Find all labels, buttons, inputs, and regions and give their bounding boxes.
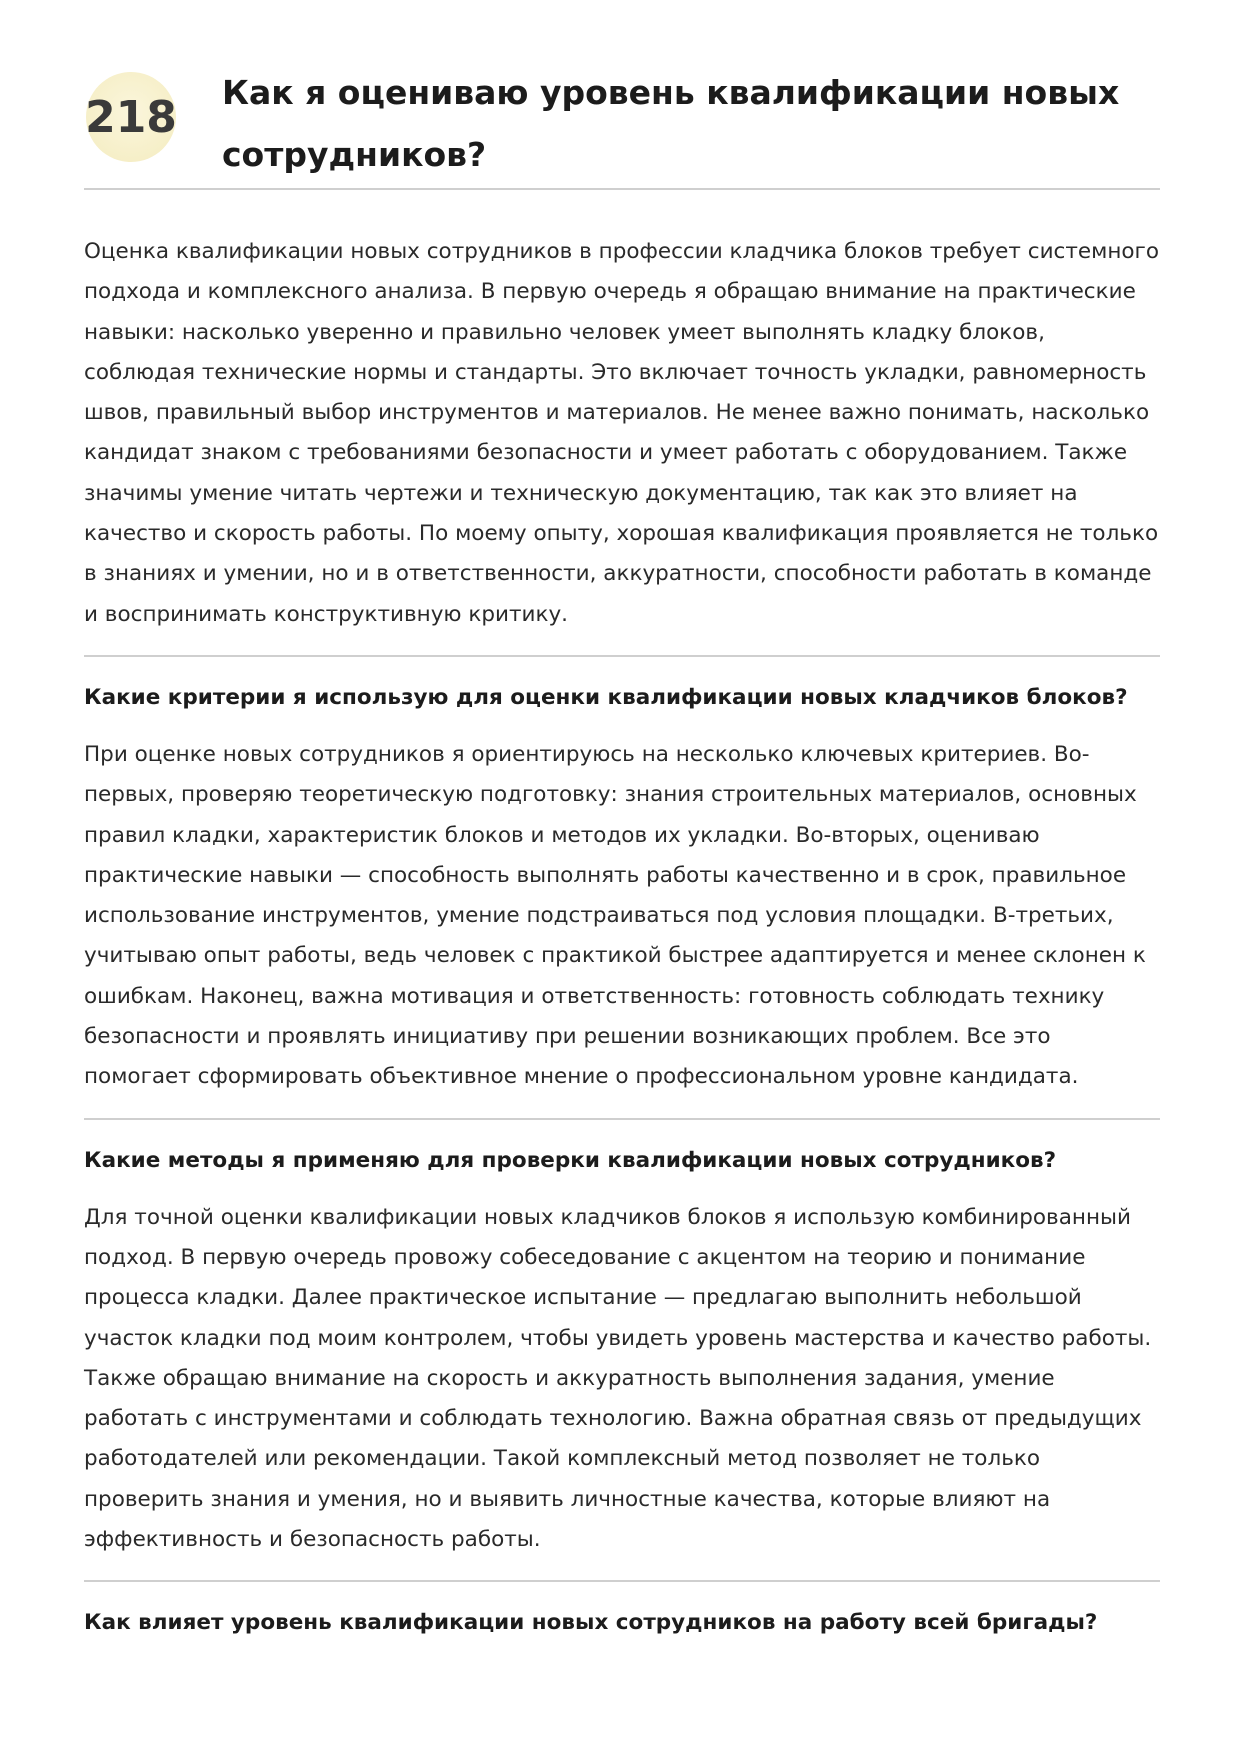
section-heading-criteria: Какие критерии я использую для оценки квалификации новых кладчиков блоков? (84, 684, 1128, 710)
question-number: 218 (85, 91, 177, 143)
section-divider (84, 655, 1160, 657)
section-heading-methods: Какие методы я применяю для проверки квалификации новых сотрудников? (84, 1147, 1057, 1173)
section-body-criteria: При оценке новых сотрудников я ориентируюсь на несколько ключевых критериев. Во-первых, проверяю теоретическую подготовку: знания строительных материалов, основных правил кладки, характеристик блоков и методов их укладки. Во-вторых, оцениваю практические навыки — способность выполнять работы качественно и в срок, правильное использование инструментов, умение подстраиваться под условия площадки. В-третьих, учитываю опыт работы, ведь человек с практикой быстрее адаптируется и менее склонен к ошибкам. Наконец, важна мотивация и ответственность: готовность соблюдать технику безопасности и проявлять инициативу при решении возникающих проблем. Все это помогает сформировать объективное мнение о профессиональном уровне кандидата. (84, 741, 1146, 1090)
section-body-methods: Для точной оценки квалификации новых кладчиков блоков я использую комбинированный подход. В первую очередь провожу собеседование с акцентом на теорию и понимание процесса кладки. Далее практическое испытание — предлагаю выполнить небольшой участок кладки под моим контролем, чтобы увидеть уровень мастерства и качество работы. Также обращаю внимание на скорость и аккуратность выполнения задания, умение работать с инструментами и соблюдать технологию. Важна обратная связь от предыдущих работодателей или рекомендации. Такой комплексный метод позволяет не только проверить знания и умения, но и выявить личностные качества, которые влияют на эффективность и безопасность работы. (84, 1204, 1152, 1553)
content (84, 232, 1160, 1638)
section-heading-team-impact: Как влияет уровень квалификации новых сотрудников на работу всей бригады? (84, 1610, 1098, 1636)
section-divider (84, 1580, 1160, 1582)
page (84, 0, 1160, 1636)
question-number-badge (86, 72, 176, 162)
question-header (84, 0, 1160, 190)
header-divider (84, 188, 1160, 190)
section-divider (84, 1118, 1160, 1120)
question-title: Как я оцениваю уровень квалификации новых сотрудников? (222, 73, 1120, 174)
intro-paragraph: Оценка квалификации новых сотрудников в профессии кладчика блоков требует системного подхода и комплексного анализа. В первую очередь я обращаю внимание на практические навыки: насколько уверенно и правильно человек умеет выполнять кладку блоков, соблюдая технические нормы и стандарты. Это включает точность укладки, равномерность швов, правильный выбор инструментов и материалов. Не менее важно понимать, насколько кандидат знаком с требованиями безопасности и умеет работать с оборудованием. Также значимы умение читать чертежи и техническую документацию, так как это влияет на качество и скорость работы. По моему опыту, хорошая квалификация проявляется не только в знаниях и умении, но и в ответственности, аккуратности, способности работать в команде и воспринимать конструктивную критику. (84, 239, 1159, 627)
